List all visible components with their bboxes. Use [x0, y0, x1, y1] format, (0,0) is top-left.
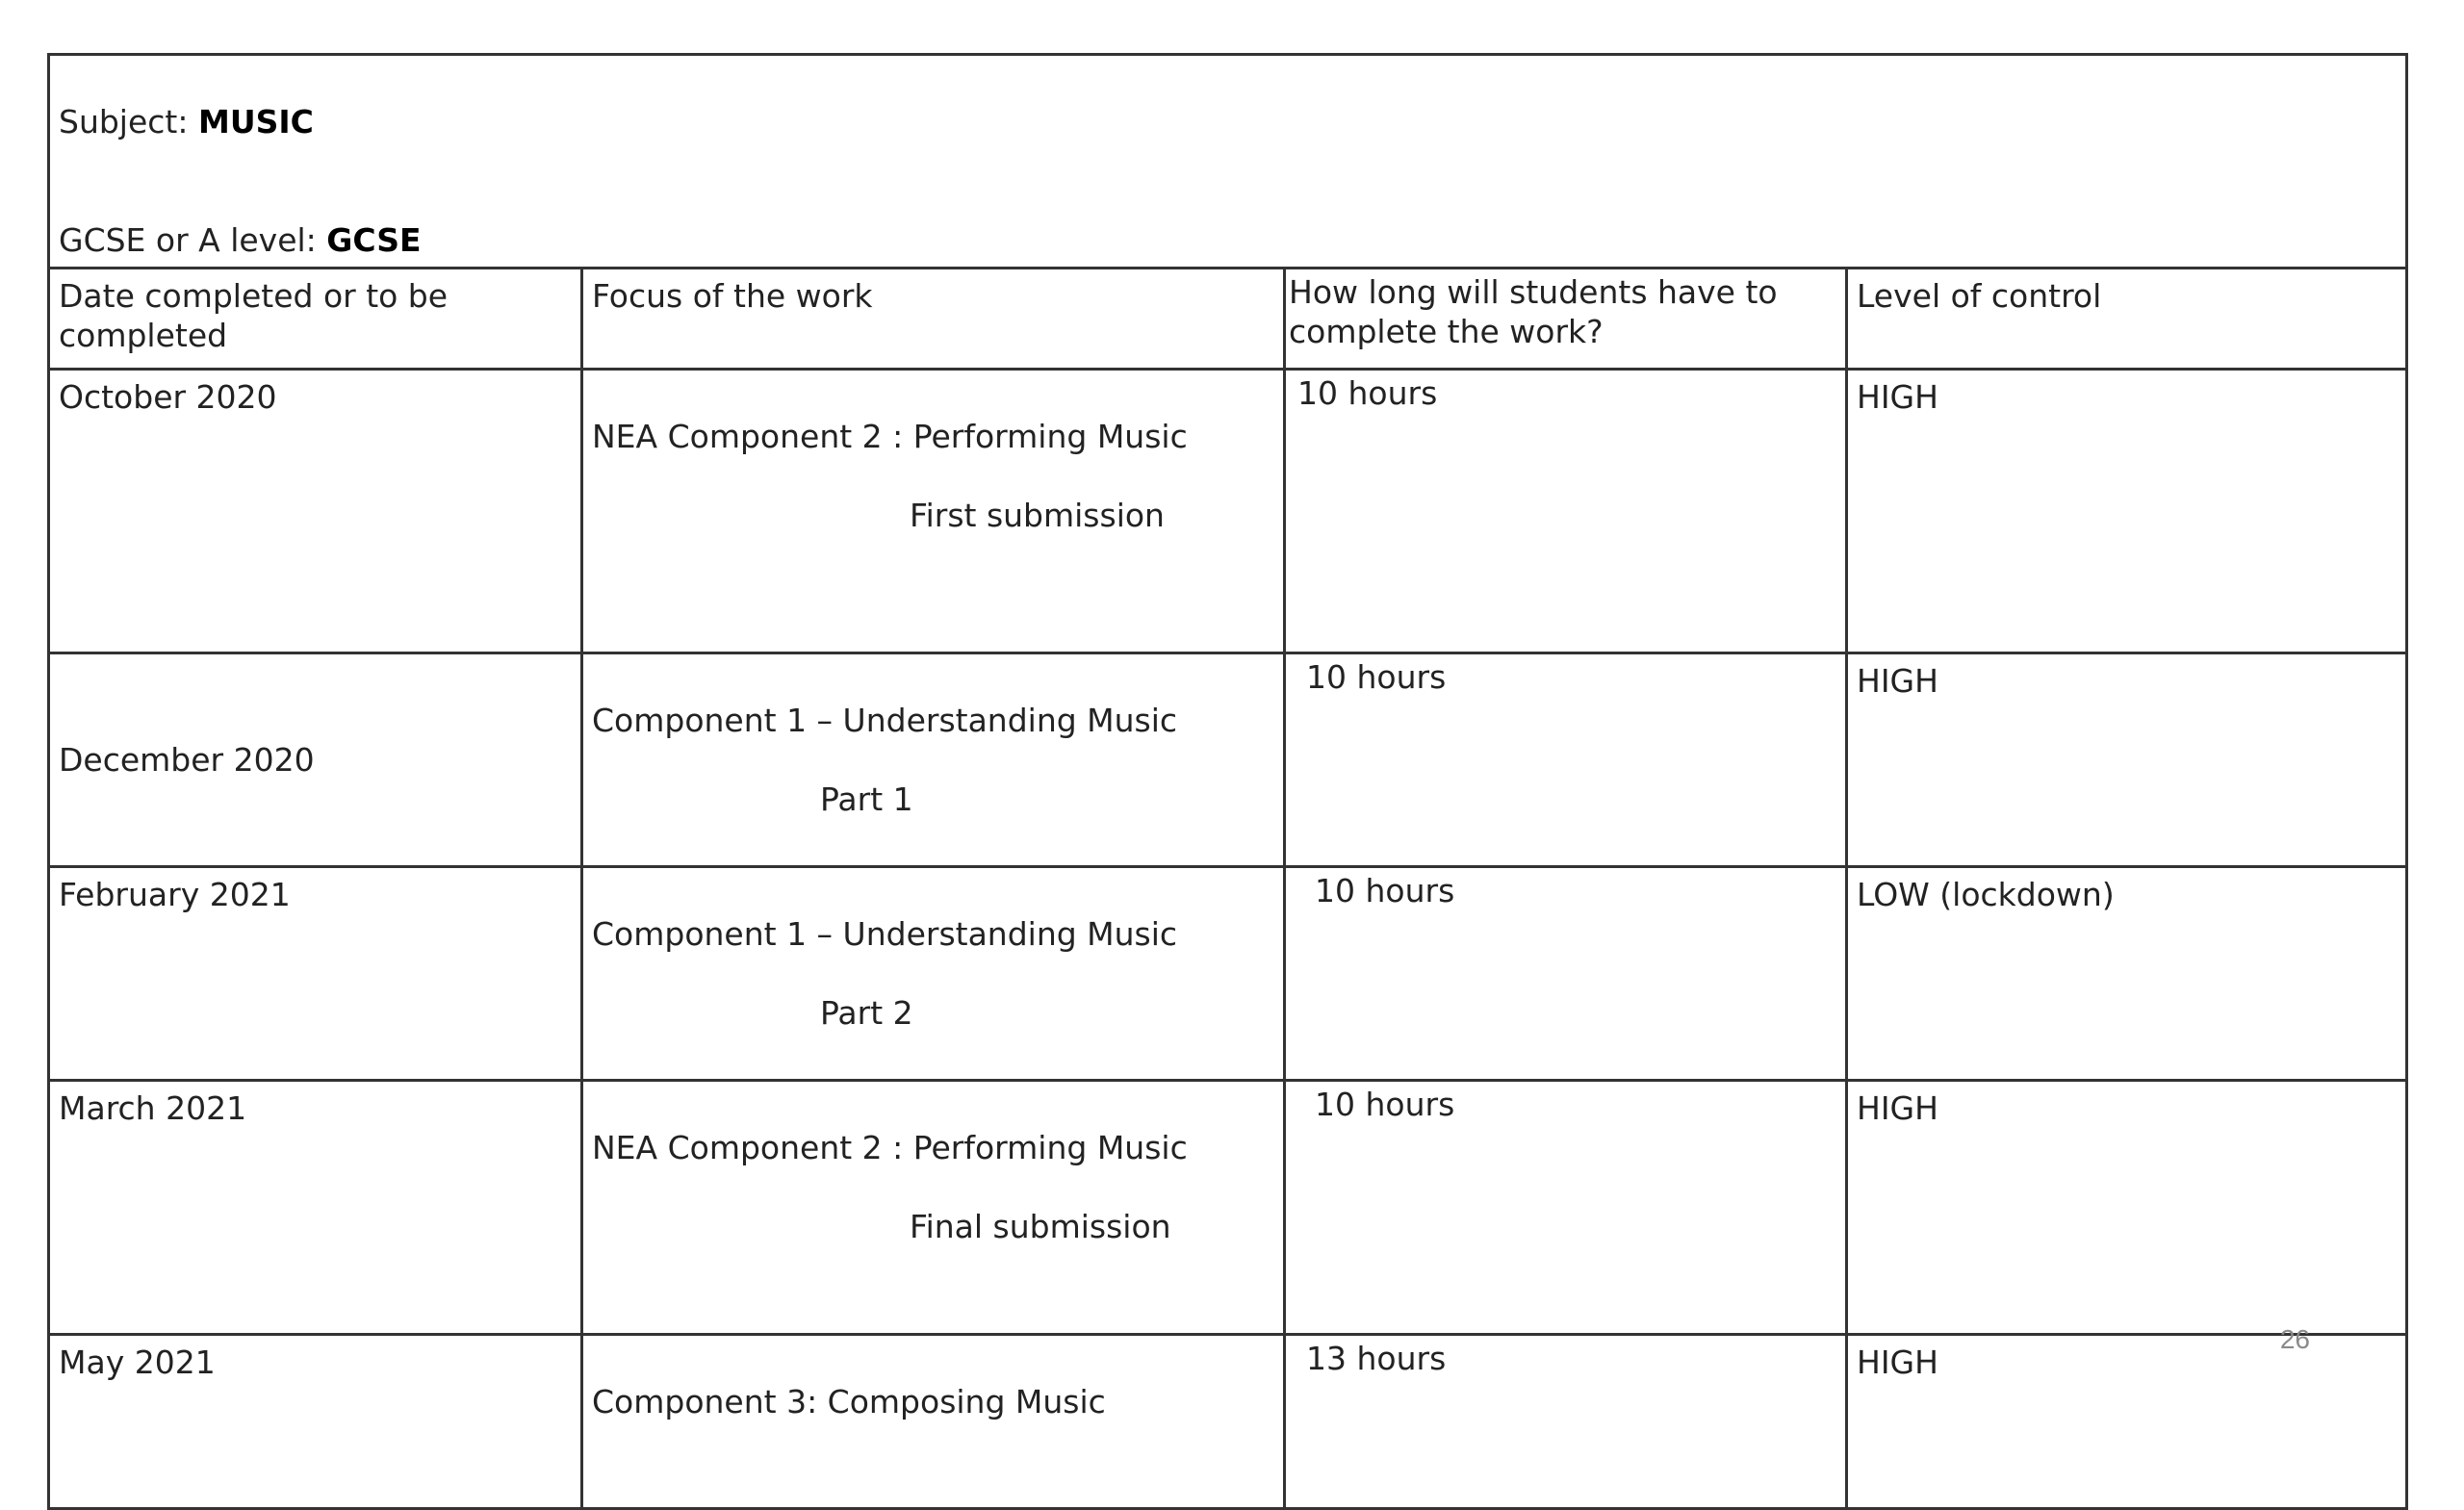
subject-header-cell	[49, 55, 2407, 269]
column-header-control: Level of control	[1847, 269, 2407, 370]
table-row	[49, 1081, 2407, 1335]
row-duration: 10 hours	[1285, 370, 1847, 653]
row-control: HIGH	[1847, 1081, 2407, 1335]
row-focus	[582, 370, 1285, 653]
column-header-row	[49, 269, 2407, 370]
column-header-duration: How long will students have to complete the work?	[1285, 269, 1847, 370]
row-focus	[582, 867, 1285, 1081]
row-control: HIGH	[1847, 1335, 2407, 1509]
subject-header-row	[49, 55, 2407, 269]
page-number: 26	[2279, 1324, 2310, 1354]
table-row	[49, 867, 2407, 1081]
row-focus-title: NEA Component 2 : Performing Music	[592, 1129, 1188, 1166]
row-date: May 2021	[49, 1335, 582, 1509]
row-focus-title: NEA Component 2 : Performing Music	[592, 418, 1188, 455]
row-duration: 10 hours	[1285, 1081, 1847, 1335]
table-row	[49, 1335, 2407, 1509]
row-date: December 2020	[49, 653, 582, 867]
row-date: February 2021	[49, 867, 582, 1081]
level-value: GCSE	[326, 221, 422, 259]
table-row	[49, 653, 2407, 867]
row-focus	[582, 653, 1285, 867]
row-focus-subtitle: Final submission	[910, 1208, 1171, 1245]
level-label: GCSE or A level:	[59, 221, 327, 259]
row-duration: 10 hours	[1285, 867, 1847, 1081]
table-row	[49, 370, 2407, 653]
row-focus-title: Component 1 – Understanding Music	[592, 702, 1178, 739]
row-focus-subtitle: Part 2	[820, 994, 913, 1032]
column-header-focus: Focus of the work	[582, 269, 1285, 370]
row-focus-title: Component 3: Composing Music	[592, 1383, 1106, 1420]
row-control: HIGH	[1847, 653, 2407, 867]
subject-value: MUSIC	[197, 103, 314, 141]
row-control: LOW (lockdown)	[1847, 867, 2407, 1081]
row-duration: 13 hours	[1285, 1335, 1847, 1509]
subject-label: Subject:	[59, 103, 198, 141]
row-control: HIGH	[1847, 370, 2407, 653]
assessment-schedule-table	[47, 53, 2408, 1510]
row-focus	[582, 1081, 1285, 1335]
row-focus-subtitle: First submission	[910, 497, 1165, 534]
row-focus	[582, 1335, 1285, 1509]
row-focus-subtitle: Part 1	[820, 781, 913, 818]
column-header-date: Date completed or to be completed	[49, 269, 582, 370]
row-duration: 10 hours	[1285, 653, 1847, 867]
row-date: March 2021	[49, 1081, 582, 1335]
row-focus-title: Component 1 – Understanding Music	[592, 915, 1178, 953]
row-date: October 2020	[49, 370, 582, 653]
